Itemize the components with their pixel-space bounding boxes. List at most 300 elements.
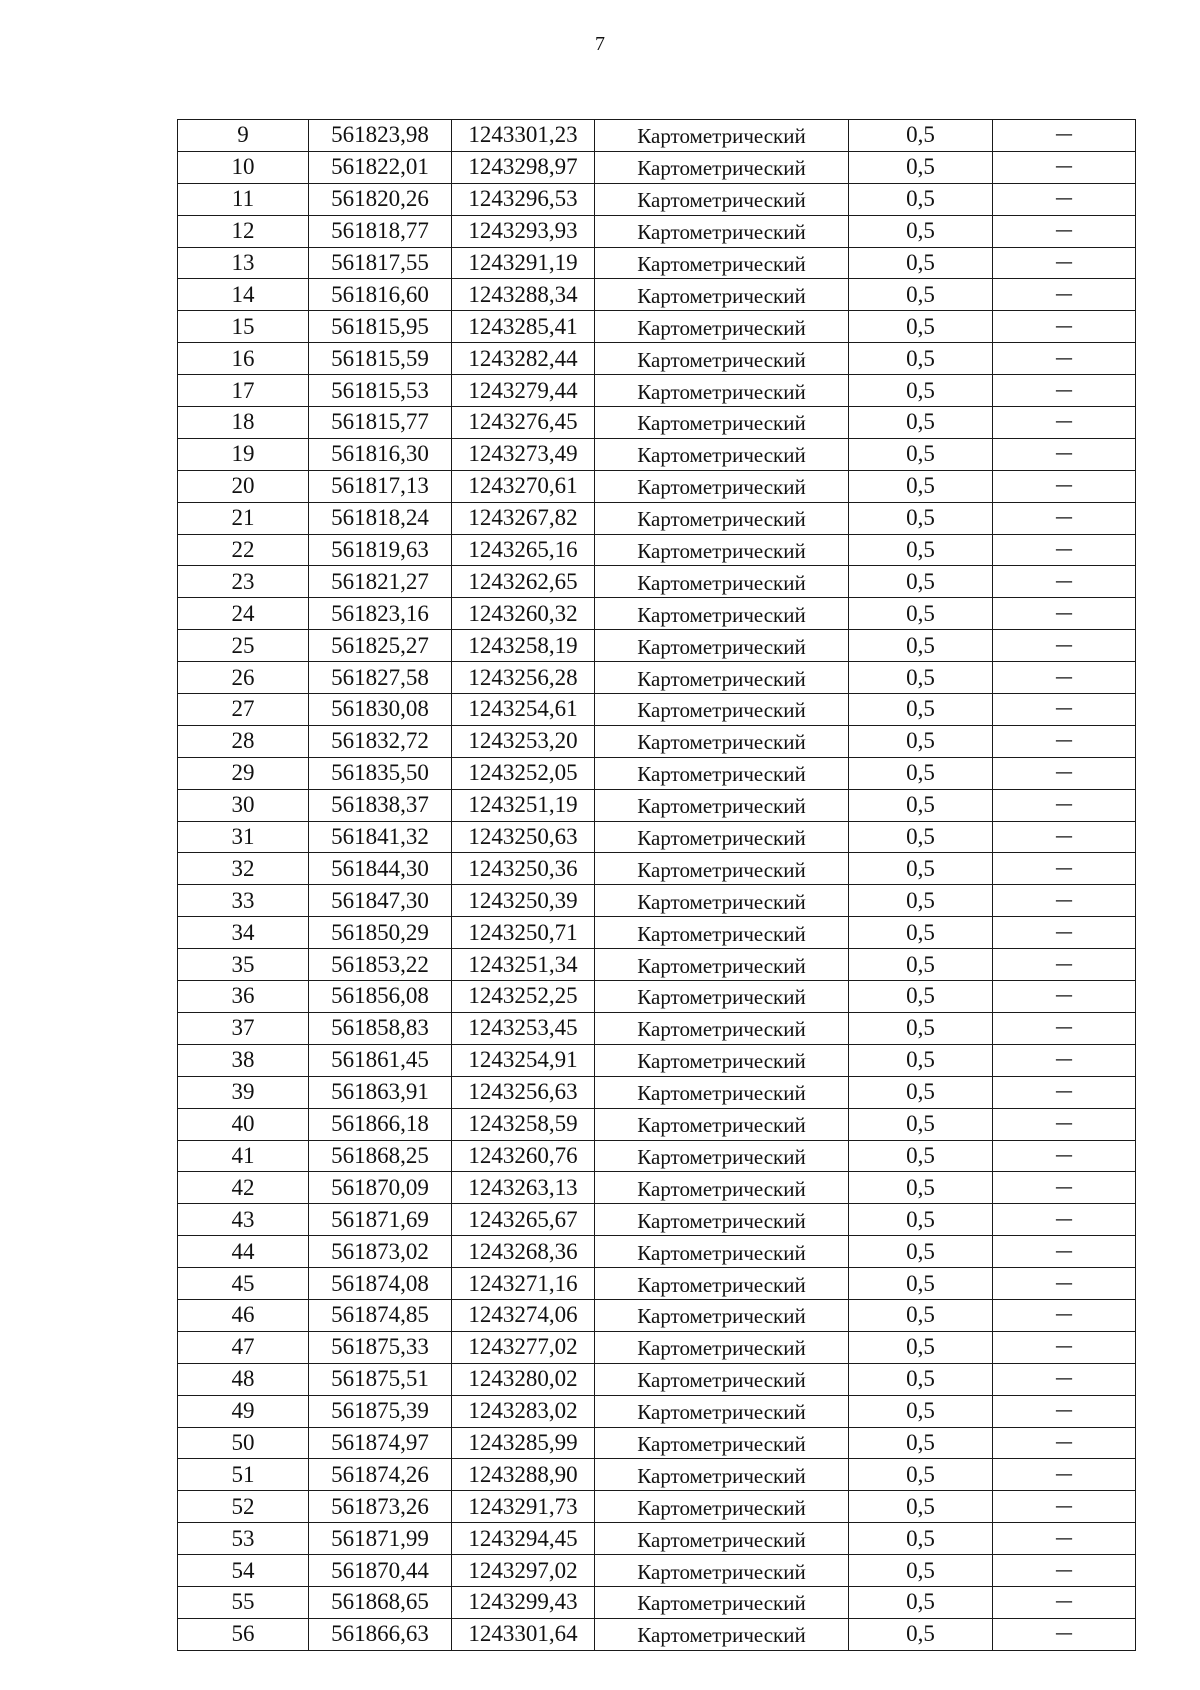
point-number-cell: 32 [178,853,309,885]
point-number-cell: 47 [178,1331,309,1363]
point-number-cell: 16 [178,343,309,375]
table-row [178,1586,1136,1618]
table-row [178,279,1136,311]
table-row [178,120,1136,152]
point-number-cell: 50 [178,1427,309,1459]
method-cell: Картометрический [595,1268,849,1300]
table-row [178,1363,1136,1395]
dash-cell: — [993,1555,1136,1587]
method-cell: Картометрический [595,1012,849,1044]
x-coordinate-cell: 561815,77 [309,407,452,439]
dash-cell: — [993,1012,1136,1044]
point-number-cell: 26 [178,662,309,694]
y-coordinate-cell: 1243265,16 [452,534,595,566]
x-coordinate-cell: 561871,99 [309,1523,452,1555]
x-coordinate-cell: 561875,33 [309,1331,452,1363]
table-row [178,1555,1136,1587]
table-row [178,885,1136,917]
dash-cell: — [993,215,1136,247]
point-number-cell: 39 [178,1076,309,1108]
table-row [178,311,1136,343]
method-cell: Картометрический [595,1140,849,1172]
method-cell: Картометрический [595,1586,849,1618]
table-row [178,598,1136,630]
point-number-cell: 12 [178,215,309,247]
method-cell: Картометрический [595,247,849,279]
method-cell: Картометрический [595,821,849,853]
x-coordinate-cell: 561815,95 [309,311,452,343]
dash-cell: — [993,534,1136,566]
x-coordinate-cell: 561866,63 [309,1618,452,1650]
table-row [178,1459,1136,1491]
method-cell: Картометрический [595,949,849,981]
dash-cell: — [993,1331,1136,1363]
y-coordinate-cell: 1243262,65 [452,566,595,598]
x-coordinate-cell: 561868,25 [309,1140,452,1172]
table-row [178,917,1136,949]
table-row [178,1140,1136,1172]
accuracy-cell: 0,5 [849,1395,993,1427]
method-cell: Картометрический [595,757,849,789]
method-cell: Картометрический [595,311,849,343]
accuracy-cell: 0,5 [849,821,993,853]
dash-cell: — [993,151,1136,183]
dash-cell: — [993,630,1136,662]
y-coordinate-cell: 1243254,91 [452,1044,595,1076]
point-number-cell: 21 [178,502,309,534]
dash-cell: — [993,1459,1136,1491]
point-number-cell: 48 [178,1363,309,1395]
point-number-cell: 45 [178,1268,309,1300]
y-coordinate-cell: 1243270,61 [452,470,595,502]
y-coordinate-cell: 1243271,16 [452,1268,595,1300]
x-coordinate-cell: 561863,91 [309,1076,452,1108]
accuracy-cell: 0,5 [849,1172,993,1204]
dash-cell: — [993,949,1136,981]
dash-cell: — [993,1108,1136,1140]
method-cell: Картометрический [595,215,849,247]
x-coordinate-cell: 561871,69 [309,1204,452,1236]
dash-cell: — [993,789,1136,821]
page-number: 7 [595,33,605,55]
table-row [178,1172,1136,1204]
method-cell: Картометрический [595,917,849,949]
accuracy-cell: 0,5 [849,1268,993,1300]
x-coordinate-cell: 561821,27 [309,566,452,598]
x-coordinate-cell: 561868,65 [309,1586,452,1618]
y-coordinate-cell: 1243299,43 [452,1586,595,1618]
x-coordinate-cell: 561875,39 [309,1395,452,1427]
accuracy-cell: 0,5 [849,151,993,183]
x-coordinate-cell: 561827,58 [309,662,452,694]
accuracy-cell: 0,5 [849,1140,993,1172]
accuracy-cell: 0,5 [849,215,993,247]
method-cell: Картометрический [595,694,849,726]
x-coordinate-cell: 561847,30 [309,885,452,917]
accuracy-cell: 0,5 [849,1012,993,1044]
method-cell: Картометрический [595,151,849,183]
method-cell: Картометрический [595,120,849,152]
table-row [178,1236,1136,1268]
dash-cell: — [993,566,1136,598]
accuracy-cell: 0,5 [849,1108,993,1140]
accuracy-cell: 0,5 [849,1044,993,1076]
point-number-cell: 28 [178,725,309,757]
point-number-cell: 56 [178,1618,309,1650]
accuracy-cell: 0,5 [849,534,993,566]
x-coordinate-cell: 561815,53 [309,375,452,407]
table-row [178,1012,1136,1044]
method-cell: Картометрический [595,1427,849,1459]
table-row [178,1491,1136,1523]
dash-cell: — [993,1236,1136,1268]
x-coordinate-cell: 561819,63 [309,534,452,566]
accuracy-cell: 0,5 [849,694,993,726]
y-coordinate-cell: 1243253,20 [452,725,595,757]
point-number-cell: 13 [178,247,309,279]
y-coordinate-cell: 1243258,59 [452,1108,595,1140]
point-number-cell: 44 [178,1236,309,1268]
y-coordinate-cell: 1243253,45 [452,1012,595,1044]
point-number-cell: 55 [178,1586,309,1618]
y-coordinate-cell: 1243285,99 [452,1427,595,1459]
table-row [178,502,1136,534]
accuracy-cell: 0,5 [849,311,993,343]
dash-cell: — [993,343,1136,375]
table-row [178,1044,1136,1076]
dash-cell: — [993,981,1136,1013]
point-number-cell: 23 [178,566,309,598]
point-number-cell: 19 [178,438,309,470]
method-cell: Картометрический [595,1236,849,1268]
method-cell: Картометрический [595,1363,849,1395]
y-coordinate-cell: 1243250,36 [452,853,595,885]
x-coordinate-cell: 561874,97 [309,1427,452,1459]
y-coordinate-cell: 1243252,05 [452,757,595,789]
x-coordinate-cell: 561850,29 [309,917,452,949]
y-coordinate-cell: 1243258,19 [452,630,595,662]
x-coordinate-cell: 561870,09 [309,1172,452,1204]
table-row [178,407,1136,439]
table-row [178,247,1136,279]
dash-cell: — [993,1044,1136,1076]
method-cell: Картометрический [595,1523,849,1555]
table-row [178,949,1136,981]
y-coordinate-cell: 1243260,76 [452,1140,595,1172]
point-number-cell: 9 [178,120,309,152]
x-coordinate-cell: 561822,01 [309,151,452,183]
method-cell: Картометрический [595,534,849,566]
point-number-cell: 29 [178,757,309,789]
method-cell: Картометрический [595,1618,849,1650]
accuracy-cell: 0,5 [849,1555,993,1587]
y-coordinate-cell: 1243268,36 [452,1236,595,1268]
y-coordinate-cell: 1243263,13 [452,1172,595,1204]
dash-cell: — [993,311,1136,343]
accuracy-cell: 0,5 [849,1459,993,1491]
y-coordinate-cell: 1243276,45 [452,407,595,439]
dash-cell: — [993,1140,1136,1172]
accuracy-cell: 0,5 [849,630,993,662]
accuracy-cell: 0,5 [849,853,993,885]
x-coordinate-cell: 561866,18 [309,1108,452,1140]
y-coordinate-cell: 1243288,34 [452,279,595,311]
accuracy-cell: 0,5 [849,1299,993,1331]
method-cell: Картометрический [595,662,849,694]
dash-cell: — [993,438,1136,470]
x-coordinate-cell: 561874,85 [309,1299,452,1331]
point-number-cell: 11 [178,183,309,215]
accuracy-cell: 0,5 [849,438,993,470]
table-row [178,566,1136,598]
dash-cell: — [993,885,1136,917]
accuracy-cell: 0,5 [849,1204,993,1236]
accuracy-cell: 0,5 [849,343,993,375]
accuracy-cell: 0,5 [849,598,993,630]
x-coordinate-cell: 561853,22 [309,949,452,981]
accuracy-cell: 0,5 [849,470,993,502]
point-number-cell: 41 [178,1140,309,1172]
point-number-cell: 15 [178,311,309,343]
method-cell: Картометрический [595,1331,849,1363]
table-row [178,1523,1136,1555]
y-coordinate-cell: 1243277,02 [452,1331,595,1363]
table-row [178,630,1136,662]
accuracy-cell: 0,5 [849,1236,993,1268]
y-coordinate-cell: 1243285,41 [452,311,595,343]
y-coordinate-cell: 1243251,19 [452,789,595,821]
point-number-cell: 43 [178,1204,309,1236]
y-coordinate-cell: 1243297,02 [452,1555,595,1587]
table-row [178,853,1136,885]
table-row [178,725,1136,757]
x-coordinate-cell: 561874,26 [309,1459,452,1491]
table-row [178,821,1136,853]
x-coordinate-cell: 561861,45 [309,1044,452,1076]
accuracy-cell: 0,5 [849,1363,993,1395]
x-coordinate-cell: 561835,50 [309,757,452,789]
y-coordinate-cell: 1243250,71 [452,917,595,949]
method-cell: Картометрический [595,1491,849,1523]
dash-cell: — [993,1076,1136,1108]
table-row [178,1268,1136,1300]
accuracy-cell: 0,5 [849,725,993,757]
accuracy-cell: 0,5 [849,917,993,949]
method-cell: Картометрический [595,1555,849,1587]
coordinates-table [177,119,1136,1651]
dash-cell: — [993,1586,1136,1618]
y-coordinate-cell: 1243291,73 [452,1491,595,1523]
y-coordinate-cell: 1243280,02 [452,1363,595,1395]
dash-cell: — [993,120,1136,152]
y-coordinate-cell: 1243260,32 [452,598,595,630]
accuracy-cell: 0,5 [849,1586,993,1618]
point-number-cell: 36 [178,981,309,1013]
dash-cell: — [993,247,1136,279]
point-number-cell: 54 [178,1555,309,1587]
accuracy-cell: 0,5 [849,949,993,981]
dash-cell: — [993,1363,1136,1395]
method-cell: Картометрический [595,981,849,1013]
table-row [178,694,1136,726]
point-number-cell: 14 [178,279,309,311]
y-coordinate-cell: 1243298,97 [452,151,595,183]
dash-cell: — [993,1172,1136,1204]
accuracy-cell: 0,5 [849,375,993,407]
point-number-cell: 42 [178,1172,309,1204]
point-number-cell: 25 [178,630,309,662]
y-coordinate-cell: 1243283,02 [452,1395,595,1427]
method-cell: Картометрический [595,1076,849,1108]
method-cell: Картометрический [595,598,849,630]
accuracy-cell: 0,5 [849,757,993,789]
table-row [178,375,1136,407]
point-number-cell: 40 [178,1108,309,1140]
dash-cell: — [993,1268,1136,1300]
method-cell: Картометрический [595,1459,849,1491]
method-cell: Картометрический [595,1395,849,1427]
dash-cell: — [993,407,1136,439]
accuracy-cell: 0,5 [849,183,993,215]
point-number-cell: 37 [178,1012,309,1044]
y-coordinate-cell: 1243301,64 [452,1618,595,1650]
point-number-cell: 34 [178,917,309,949]
x-coordinate-cell: 561816,30 [309,438,452,470]
x-coordinate-cell: 561841,32 [309,821,452,853]
table-row [178,757,1136,789]
dash-cell: — [993,1618,1136,1650]
table-row [178,1427,1136,1459]
x-coordinate-cell: 561818,77 [309,215,452,247]
method-cell: Картометрический [595,630,849,662]
coordinates-table-body [178,120,1136,1651]
point-number-cell: 27 [178,694,309,726]
method-cell: Картометрический [595,885,849,917]
x-coordinate-cell: 561817,55 [309,247,452,279]
method-cell: Картометрический [595,789,849,821]
x-coordinate-cell: 561875,51 [309,1363,452,1395]
table-row [178,1331,1136,1363]
dash-cell: — [993,183,1136,215]
dash-cell: — [993,1204,1136,1236]
method-cell: Картометрический [595,407,849,439]
x-coordinate-cell: 561816,60 [309,279,452,311]
dash-cell: — [993,279,1136,311]
accuracy-cell: 0,5 [849,279,993,311]
method-cell: Картометрический [595,1108,849,1140]
dash-cell: — [993,1491,1136,1523]
point-number-cell: 38 [178,1044,309,1076]
method-cell: Картометрический [595,1172,849,1204]
accuracy-cell: 0,5 [849,1076,993,1108]
y-coordinate-cell: 1243256,63 [452,1076,595,1108]
point-number-cell: 46 [178,1299,309,1331]
y-coordinate-cell: 1243267,82 [452,502,595,534]
method-cell: Картометрический [595,853,849,885]
accuracy-cell: 0,5 [849,1618,993,1650]
method-cell: Картометрический [595,566,849,598]
point-number-cell: 10 [178,151,309,183]
method-cell: Картометрический [595,183,849,215]
dash-cell: — [993,1395,1136,1427]
point-number-cell: 49 [178,1395,309,1427]
point-number-cell: 17 [178,375,309,407]
accuracy-cell: 0,5 [849,1427,993,1459]
dash-cell: — [993,1523,1136,1555]
point-number-cell: 31 [178,821,309,853]
point-number-cell: 18 [178,407,309,439]
y-coordinate-cell: 1243301,23 [452,120,595,152]
point-number-cell: 30 [178,789,309,821]
x-coordinate-cell: 561870,44 [309,1555,452,1587]
table-row [178,1204,1136,1236]
table-row [178,438,1136,470]
table-row [178,1108,1136,1140]
y-coordinate-cell: 1243293,93 [452,215,595,247]
y-coordinate-cell: 1243294,45 [452,1523,595,1555]
y-coordinate-cell: 1243291,19 [452,247,595,279]
table-row [178,981,1136,1013]
x-coordinate-cell: 561817,13 [309,470,452,502]
point-number-cell: 52 [178,1491,309,1523]
dash-cell: — [993,502,1136,534]
dash-cell: — [993,1427,1136,1459]
point-number-cell: 53 [178,1523,309,1555]
method-cell: Картометрический [595,502,849,534]
accuracy-cell: 0,5 [849,885,993,917]
table-row [178,1299,1136,1331]
dash-cell: — [993,725,1136,757]
dash-cell: — [993,662,1136,694]
point-number-cell: 20 [178,470,309,502]
table-row [178,183,1136,215]
accuracy-cell: 0,5 [849,502,993,534]
x-coordinate-cell: 561844,30 [309,853,452,885]
table-row [178,343,1136,375]
method-cell: Картометрический [595,1044,849,1076]
method-cell: Картометрический [595,725,849,757]
y-coordinate-cell: 1243273,49 [452,438,595,470]
x-coordinate-cell: 561815,59 [309,343,452,375]
point-number-cell: 35 [178,949,309,981]
y-coordinate-cell: 1243288,90 [452,1459,595,1491]
dash-cell: — [993,917,1136,949]
x-coordinate-cell: 561818,24 [309,502,452,534]
y-coordinate-cell: 1243274,06 [452,1299,595,1331]
y-coordinate-cell: 1243296,53 [452,183,595,215]
table-row [178,534,1136,566]
accuracy-cell: 0,5 [849,981,993,1013]
x-coordinate-cell: 561873,26 [309,1491,452,1523]
point-number-cell: 33 [178,885,309,917]
y-coordinate-cell: 1243252,25 [452,981,595,1013]
x-coordinate-cell: 561874,08 [309,1268,452,1300]
x-coordinate-cell: 561823,16 [309,598,452,630]
x-coordinate-cell: 561825,27 [309,630,452,662]
point-number-cell: 24 [178,598,309,630]
table-row [178,151,1136,183]
accuracy-cell: 0,5 [849,1523,993,1555]
x-coordinate-cell: 561830,08 [309,694,452,726]
method-cell: Картометрический [595,1204,849,1236]
table-row [178,215,1136,247]
accuracy-cell: 0,5 [849,1491,993,1523]
y-coordinate-cell: 1243254,61 [452,694,595,726]
dash-cell: — [993,375,1136,407]
method-cell: Картометрический [595,343,849,375]
dash-cell: — [993,694,1136,726]
x-coordinate-cell: 561838,37 [309,789,452,821]
